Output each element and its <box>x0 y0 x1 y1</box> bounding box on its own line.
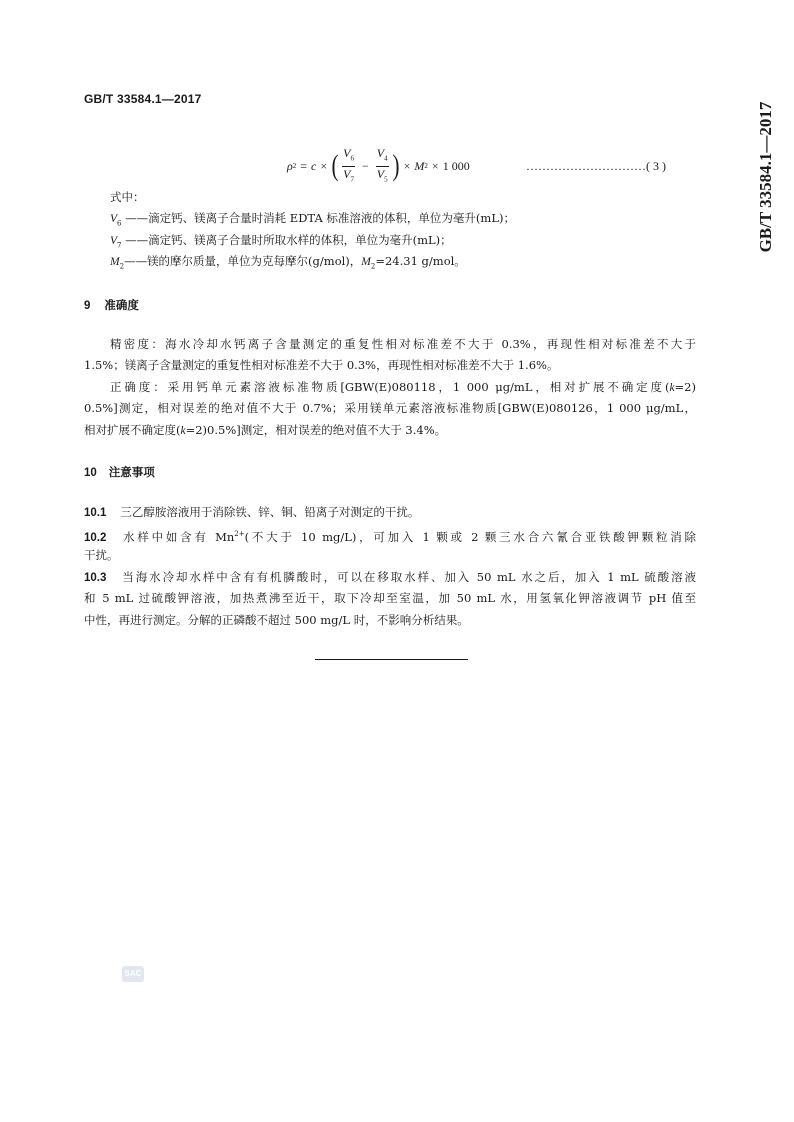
formula-number: …………………………( 3 ) <box>526 159 666 173</box>
clause-10-2-text-a: 水样中如含有 Mn <box>120 529 235 544</box>
formula-c: c <box>311 158 317 173</box>
where-item-v6 <box>110 211 515 230</box>
formula-m2: M <box>414 158 425 173</box>
formula-times-2: × <box>403 158 411 173</box>
section-10-title: 注意事项 <box>108 467 155 479</box>
clause-10-1-number: 10.1 <box>84 507 107 519</box>
clause-10-2-text-b: (不大于 10 mg/L)，可加入 1 颗或 2 颗三水合六氰合亚铁酸钾颗粒消除 <box>244 529 696 544</box>
formula-times-1: × <box>320 158 328 173</box>
clause-10-3-line-3: 中性，再进行测定。分解的正磷酸不超过 500 mg/L 时，不影响分析结果。 <box>84 613 469 627</box>
formula-v5-sub: 5 <box>384 174 388 183</box>
where-v7-symbol: V <box>110 235 118 247</box>
formula-fraction-v4-v5 <box>376 146 389 186</box>
where-m2-symbol-2: M <box>361 256 371 268</box>
standard-code-header: GB/T 33584.1—2017 <box>84 92 202 106</box>
accuracy-line-2 <box>84 401 696 415</box>
precision-line-1-text: 精密度：海水冷却水钙离子含量测定的重复性相对标准差不大于 0.3%，再现性相对标准差不大于 <box>110 337 696 351</box>
formula-3 <box>287 148 470 184</box>
section-10-number: 10 <box>84 467 97 479</box>
clause-10-2-number: 10.2 <box>84 531 107 544</box>
clause-10-2-line-1-text <box>84 527 696 545</box>
clause-10-2-line-2: 干扰。 <box>84 548 119 562</box>
where-v6-symbol: V <box>110 213 118 225</box>
clause-10-1 <box>84 505 419 520</box>
formula-v6-sub: 6 <box>350 154 354 163</box>
formula-factor: 1 000 <box>442 158 470 173</box>
accuracy-line-3b: =2)0.5%]测定，相对误差的绝对值不大于 3.4%。 <box>185 423 447 437</box>
where-item-m2 <box>110 254 466 273</box>
accuracy-line-3a: 相对扩展不确定度( <box>84 423 181 437</box>
accuracy-line-1 <box>110 380 696 395</box>
formula-v6: V <box>343 146 351 161</box>
clause-10-3-line-1-text <box>84 570 696 585</box>
accuracy-line-3 <box>84 423 446 438</box>
clause-10-2-line-1 <box>84 527 696 545</box>
where-m2-sub-2: 2 <box>370 262 376 271</box>
where-v7-sub: 7 <box>117 241 122 250</box>
formula-right-paren: ) <box>392 149 400 182</box>
section-10-heading <box>84 464 155 480</box>
formula-v7: V <box>343 166 351 181</box>
formula-rho-sub: 2 <box>292 162 297 170</box>
end-of-standard-rule <box>315 659 468 660</box>
clause-10-3-line-2 <box>84 591 696 605</box>
formula-v5: V <box>376 166 385 181</box>
formula-left-paren: ( <box>331 149 339 182</box>
formula-times-3: × <box>431 158 439 173</box>
where-v7-text: ——滴定钙、镁离子合量时所取水样的体积，单位为毫升(mL)； <box>121 233 452 247</box>
clause-10-3-line-2-text: 和 5 mL 过硫酸钾溶液，加热煮沸至近干，取下冷却至室温，加 50 mL 水，用氢氧化钾溶液调节 pH 值至 <box>84 591 696 605</box>
formula-v4-sub: 4 <box>384 154 388 163</box>
accuracy-line-1b: =2) <box>674 380 696 394</box>
section-9-title: 准确度 <box>104 300 139 312</box>
formula-v4: V <box>376 146 385 161</box>
section-9-number: 9 <box>84 300 91 312</box>
where-item-v7 <box>110 233 452 252</box>
where-v6-sub: 6 <box>117 219 122 228</box>
accuracy-line-1-text <box>110 380 696 395</box>
clause-10-3-line-1 <box>84 570 696 585</box>
where-intro: 式中： <box>110 190 145 204</box>
clause-10-3-number: 10.3 <box>84 572 107 584</box>
formula-m2-sub: 2 <box>424 162 428 170</box>
where-m2-text: ——镁的摩尔质量，单位为克每摩尔(g/mol)， <box>124 254 362 268</box>
formula-v7-sub: 7 <box>350 174 354 183</box>
accuracy-k-1: k <box>669 382 675 394</box>
accuracy-line-2-text: 0.5%]测定，相对误差的绝对值不大于 0.7%；采用镁单元素溶液标准物质[GBW(E)080126，1 000 μg/mL， <box>84 401 696 415</box>
where-v6-text: ——滴定钙、镁离子合量时消耗 EDTA 标准溶液的体积，单位为毫升(mL)； <box>121 211 515 225</box>
precision-line-2: 1.5%；镁离子含量测定的重复性相对标准差不大于 0.3%，再现性相对标准差不大于 1.6%。 <box>84 358 559 372</box>
sac-watermark-logo: SAC <box>122 966 144 982</box>
section-9-heading <box>84 297 139 313</box>
formula-equals: = <box>300 158 308 173</box>
formula-rho: ρ <box>287 158 293 173</box>
accuracy-line-1a: 正确度：采用钙单元素溶液标准物质[GBW(E)080118，1 000 μg/mL，相对扩展不确定度( <box>110 380 670 394</box>
clause-10-1-text: 三乙醇胺溶液用于消除铁、锌、铜、铅离子对测定的干扰。 <box>120 505 420 519</box>
where-m2-symbol: M <box>110 256 120 268</box>
accuracy-k-2: k <box>180 425 186 437</box>
formula-fraction-v6-v7 <box>342 146 355 186</box>
clause-10-2-superscript: 2+ <box>234 530 245 538</box>
where-m2-value: =24.31 g/mol。 <box>375 254 466 268</box>
standard-code-side-text: GB/T 33584.1—2017 <box>756 101 775 253</box>
formula-minus: − <box>362 158 369 173</box>
precision-line-1 <box>110 337 696 351</box>
clause-10-3-text: 当海水冷却水样中含有有机膦酸时，可以在移取水样、加入 50 mL 水之后，加入 1 mL 硫酸溶液 <box>120 570 696 584</box>
where-m2-sub: 2 <box>119 262 125 271</box>
